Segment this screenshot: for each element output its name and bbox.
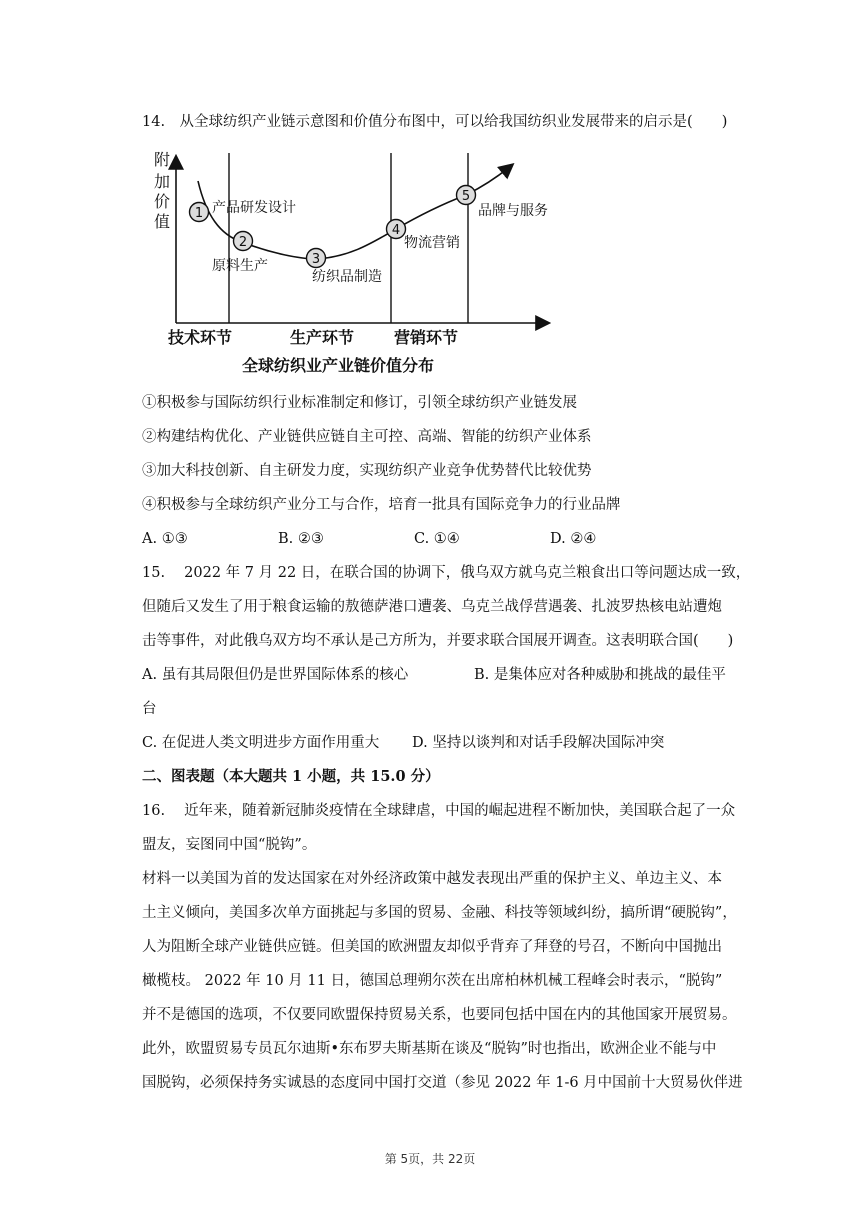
q14-statement-1: ①积极参与国际纺织行业标准制定和修订，引领全球纺织产业链发展 [142, 395, 577, 411]
q15-line-2: 但随后又发生了用于粮食运输的敖德萨港口遭袭、乌克兰战俘营遇袭、扎波罗热核电站遭炮 [142, 599, 722, 615]
q16-line-3: 材料一以美国为首的发达国家在对外经济政策中越发表现出严重的保护主义、单边主义、本 [142, 871, 722, 887]
point-2-label: 原料生产 [212, 258, 268, 274]
point-1-num: 1 [194, 206, 204, 221]
point-1 [190, 203, 209, 222]
q14-choice-a[interactable]: A. ①③ [142, 531, 188, 547]
point-3-num: 3 [311, 252, 321, 267]
q16-line-1: 16. 近年来，随着新冠肺炎疫情在全球肆虐，中国的崛起进程不断加快，美国联合起了一众 [142, 803, 736, 819]
q14-statement-2: ②构建结构优化、产业链供应链自主可控、高端、智能的纺织产业体系 [142, 429, 592, 445]
point-5-label: 品牌与服务 [478, 203, 548, 219]
q16-line-8: 此外，欧盟贸易专员瓦尔迪斯•东布罗夫斯基斯在谈及“脱钩”时也指出，欧洲企业不能与中 [142, 1041, 717, 1057]
q14-choice-b[interactable]: B. ②③ [278, 531, 324, 547]
q15-choice-a[interactable]: A. 虽有其局限但仍是世界国际体系的核心 [142, 667, 409, 683]
q16-line-4: 土主义倾向，美国多次单方面挑起与多国的贸易、金融、科技等领域纠纷，搞所谓“硬脱钩”， [142, 905, 737, 921]
point-3-label: 纺织品制造 [312, 269, 382, 285]
point-4-num: 4 [391, 223, 401, 238]
q15-choice-b[interactable]: B. 是集体应对各种威胁和挑战的最佳平 [474, 667, 726, 683]
stage-technology: 技术环节 [168, 328, 233, 347]
point-2-num: 2 [238, 235, 248, 250]
q16-line-6: 橄榄枝。 2022 年 10 月 11 日，德国总理朔尔茨在出席柏林机械工程峰会时表示，“脱钩” [142, 973, 723, 989]
section-2-heading: 二、图表题（本大题共 1 小题，共 15.0 分） [142, 768, 440, 785]
point-5-num: 5 [461, 189, 471, 204]
y-label-char-4: 值 [154, 212, 171, 231]
q14-choice-c[interactable]: C. ①④ [414, 531, 460, 547]
page-footer: 第 5页，共 22页 [384, 1152, 476, 1166]
q15-line-3: 击等事件，对此俄乌双方均不承认是己方所为，并要求联合国展开调查。这表明联合国( ) [142, 633, 734, 649]
point-3 [307, 249, 326, 268]
q15-choice-c[interactable]: C. 在促进人类文明进步方面作用重大 [142, 735, 380, 751]
q16-line-5: 人为阻断全球产业链供应链。但美国的欧洲盟友却似乎背弃了拜登的号召，不断向中国抛出 [142, 939, 722, 955]
q16-line-9: 国脱钩，必须保持务实诚恳的态度同中国打交道（参见 2022 年 1-6 月中国前十大贸易伙伴进 [142, 1075, 743, 1091]
value-chain-figure [150, 145, 560, 385]
point-2 [234, 232, 253, 251]
q15-choice-d[interactable]: D. 坚持以谈判和对话手段解决国际冲突 [412, 735, 665, 751]
q16-line-7: 并不是德国的选项，不仅要同欧盟保持贸易关系，也要同包括中国在内的其他国家开展贸易。 [142, 1007, 737, 1023]
point-4-label: 物流营销 [404, 235, 460, 251]
q15-line-1: 15. 2022 年 7 月 22 日，在联合国的协调下，俄乌双方就乌克兰粮食出口等问题达成一致， [142, 565, 751, 581]
q14-stem: 14. 从全球纺织产业链示意图和价值分布图中，可以给我国纺织业发展带来的启示是( ) [142, 114, 728, 130]
y-label-char-1: 附 [154, 150, 171, 169]
q15-choice-b-cont: 台 [142, 701, 157, 717]
q16-line-2: 盟友，妄图同中国“脱钩”。 [142, 837, 317, 853]
q14-statement-3: ③加大科技创新、自主研发力度，实现纺织产业竞争优势替代比较优势 [142, 463, 592, 479]
value-chain-diagram [150, 145, 560, 385]
figure-caption: 全球纺织业产业链价值分布 [242, 356, 435, 375]
y-label-char-2: 加 [154, 172, 171, 191]
q14-choice-d[interactable]: D. ②④ [550, 531, 597, 547]
point-5 [457, 186, 476, 205]
q14-statement-4: ④积极参与全球纺织产业分工与合作，培育一批具有国际竞争力的行业品牌 [142, 497, 621, 513]
stage-marketing: 营销环节 [394, 328, 459, 347]
point-4 [387, 220, 406, 239]
y-label-char-3: 价 [154, 192, 171, 211]
stage-production: 生产环节 [290, 328, 355, 347]
point-1-label: 产品研发设计 [212, 200, 296, 216]
